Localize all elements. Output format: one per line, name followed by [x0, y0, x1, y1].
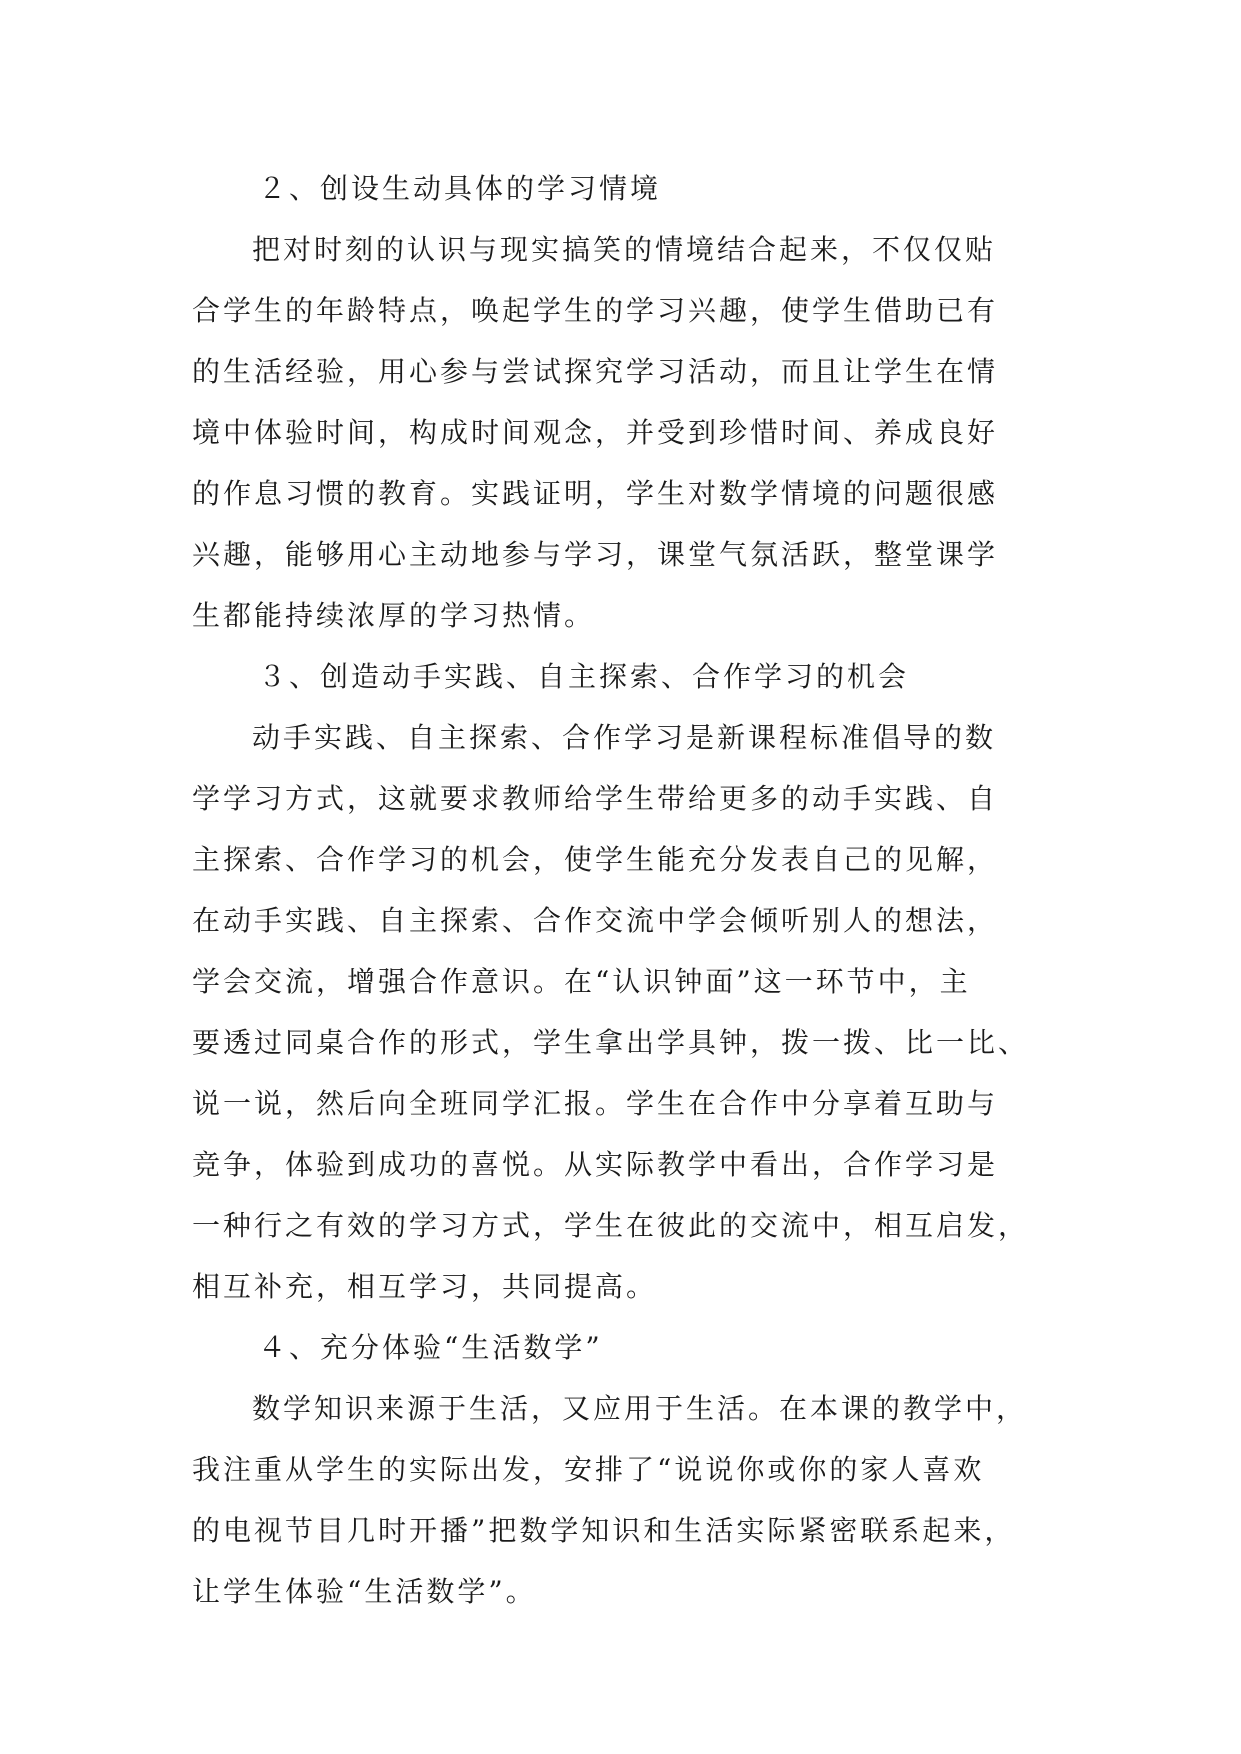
paragraph-line: 的作息习惯的教育。实践证明，学生对数学情境的问题很感: [192, 477, 999, 510]
paragraph-line: 我注重从学生的实际出发，安排了“说说你或你的家人喜欢: [192, 1453, 985, 1486]
paragraph-line: 合学生的年龄特点，唤起学生的学习兴趣，使学生借助已有: [192, 294, 999, 327]
paragraph-line: 让学生体验“生活数学”。: [192, 1575, 537, 1608]
paragraph-line: 竞争，体验到成功的喜悦。从实际教学中看出，合作学习是: [192, 1148, 999, 1181]
paragraph-line: 把对时刻的认识与现实搞笑的情境结合起来，不仅仅贴: [252, 233, 997, 266]
paragraph-line: 学会交流，增强合作意识。在“认识钟面”这一环节中，主: [192, 965, 971, 998]
paragraph-line: 学学习方式，这就要求教师给学生带给更多的动手实践、自: [192, 782, 999, 815]
paragraph-line: 说一说，然后向全班同学汇报。学生在合作中分享着互助与: [192, 1087, 999, 1120]
paragraph-line: 境中体验时间，构成时间观念，并受到珍惜时间、养成良好: [192, 416, 999, 449]
paragraph-line: 主探索、合作学习的机会，使学生能充分发表自己的见解，: [192, 843, 999, 876]
paragraph-line: 数学知识来源于生活，又应用于生活。在本课的教学中，: [252, 1392, 1028, 1425]
section-heading: ２、创设生动具体的学习情境: [258, 172, 662, 205]
paragraph-line: 在动手实践、自主探索、合作交流中学会倾听别人的想法，: [192, 904, 999, 937]
document-body: [192, 158, 1052, 1622]
paragraph-line: 生都能持续浓厚的学习热情。: [192, 599, 596, 632]
paragraph-line: 相互补充，相互学习，共同提高。: [192, 1270, 658, 1303]
paragraph-line: 兴趣，能够用心主动地参与学习，课堂气氛活跃，整堂课学: [192, 538, 999, 571]
paragraph-line: 要透过同桌合作的形式，学生拿出学具钟，拨一拨、比一比、: [192, 1026, 1030, 1059]
section-heading: ４、充分体验“生活数学”: [258, 1331, 603, 1364]
paragraph-line: 一种行之有效的学习方式，学生在彼此的交流中，相互启发，: [192, 1209, 1030, 1242]
paragraph-line: 的电视节目几时开播”把数学知识和生活实际紧密联系起来，: [192, 1514, 1016, 1547]
section-heading: ３、创造动手实践、自主探索、合作学习的机会: [258, 660, 910, 693]
paragraph-line: 动手实践、自主探索、合作学习是新课程标准倡导的数: [252, 721, 997, 754]
paragraph-line: 的生活经验，用心参与尝试探究学习活动，而且让学生在情: [192, 355, 999, 388]
